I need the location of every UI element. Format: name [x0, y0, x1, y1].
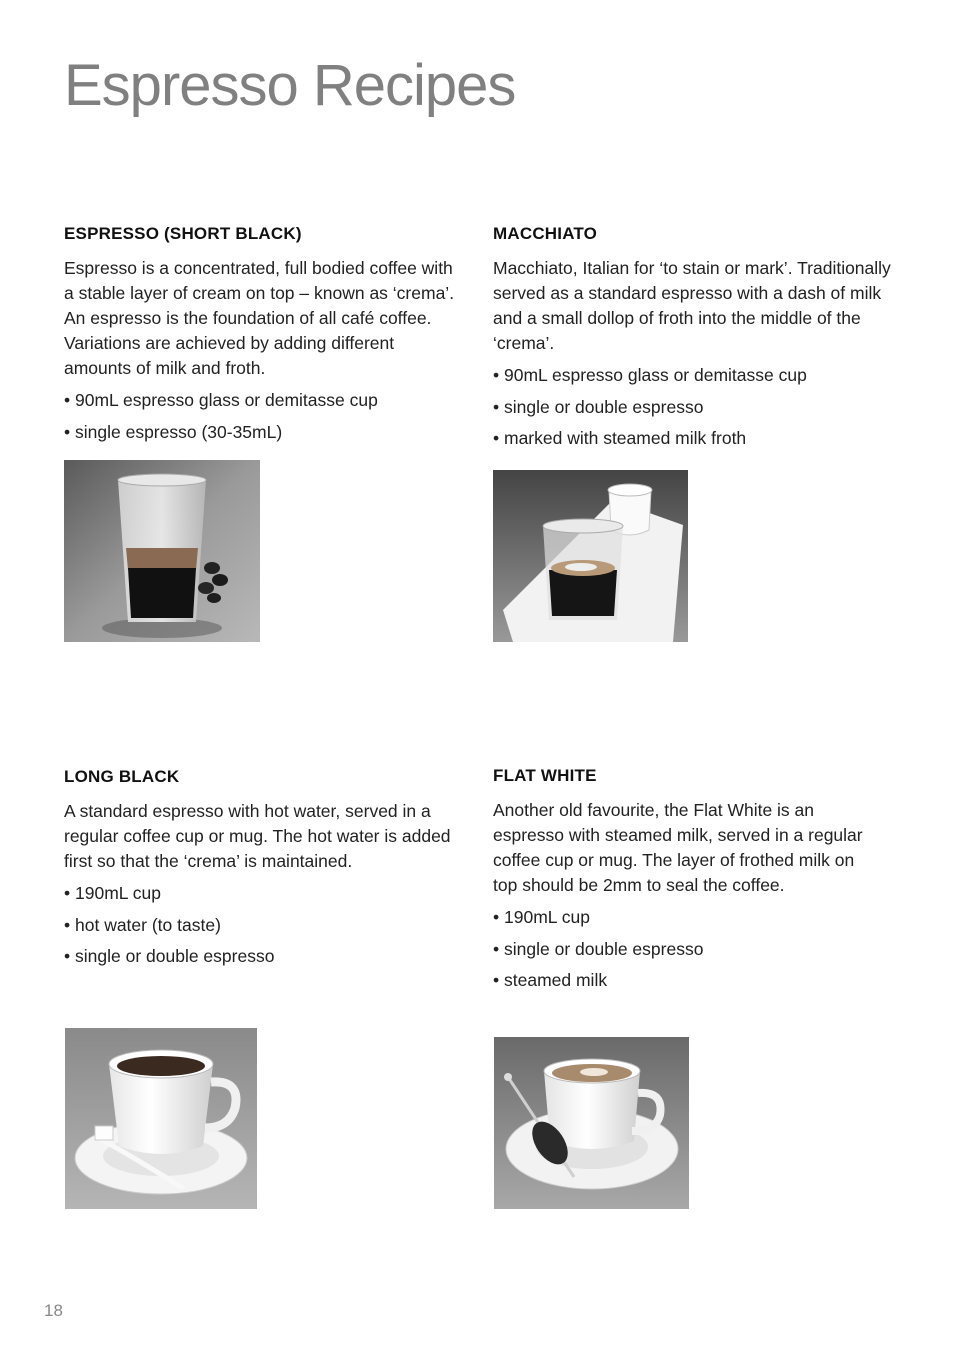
recipe-title: FLAT WHITE — [493, 766, 597, 785]
page-title: Espresso Recipes — [64, 53, 516, 118]
long-black-photo — [65, 1028, 257, 1209]
flat-white-photo — [494, 1037, 689, 1209]
espresso-photo — [64, 460, 260, 642]
recipe-item: • steamed milk — [493, 968, 873, 993]
recipe-title: ESPRESSO (SHORT BLACK) — [64, 224, 302, 243]
recipe-items — [493, 363, 893, 451]
recipe-item: • single or double espresso — [493, 395, 893, 420]
recipe-flat-white — [493, 766, 873, 1000]
recipe-item: • marked with steamed milk froth — [493, 426, 893, 451]
recipe-item: • 90mL espresso glass or demitasse cup — [493, 363, 893, 388]
recipe-item: • hot water (to taste) — [64, 913, 464, 938]
recipe-macchiato — [493, 224, 893, 458]
macchiato-photo — [493, 470, 688, 642]
recipe-item: • single or double espresso — [64, 944, 464, 969]
page-number: 18 — [44, 1301, 63, 1320]
recipe-items — [64, 881, 464, 969]
recipe-items — [64, 388, 464, 445]
recipe-item: • 190mL cup — [493, 905, 873, 930]
recipe-description: Espresso is a concentrated, full bodied coffee with a stable layer of cream on top – known as ‘crema’. An espresso is the foundation of all café coffee. Variations are achieved by adding different amounts of milk and froth. — [64, 258, 455, 378]
recipe-item: • single espresso (30-35mL) — [64, 420, 464, 445]
recipe-espresso — [64, 224, 464, 451]
recipe-title: MACCHIATO — [493, 224, 598, 243]
recipe-description: Macchiato, Italian for ‘to stain or mark’. Traditionally served as a standard espresso with a dash of milk and a small dollop of froth into the middle of the ‘crema’. — [493, 258, 891, 353]
recipe-items — [493, 905, 873, 993]
recipe-title: LONG BLACK — [64, 767, 180, 786]
recipe-item: • 90mL espresso glass or demitasse cup — [64, 388, 464, 413]
recipe-item: • single or double espresso — [493, 937, 873, 962]
recipe-item: • 190mL cup — [64, 881, 464, 906]
recipe-description: Another old favourite, the Flat White is an espresso with steamed milk, served in a regular coffee cup or mug. The layer of frothed milk on top should be 2mm to seal the coffee. — [493, 800, 863, 895]
recipe-description: A standard espresso with hot water, served in a regular coffee cup or mug. The hot water is added first so that the ‘crema’ is maintained. — [64, 801, 451, 871]
recipe-long-black — [64, 767, 464, 976]
